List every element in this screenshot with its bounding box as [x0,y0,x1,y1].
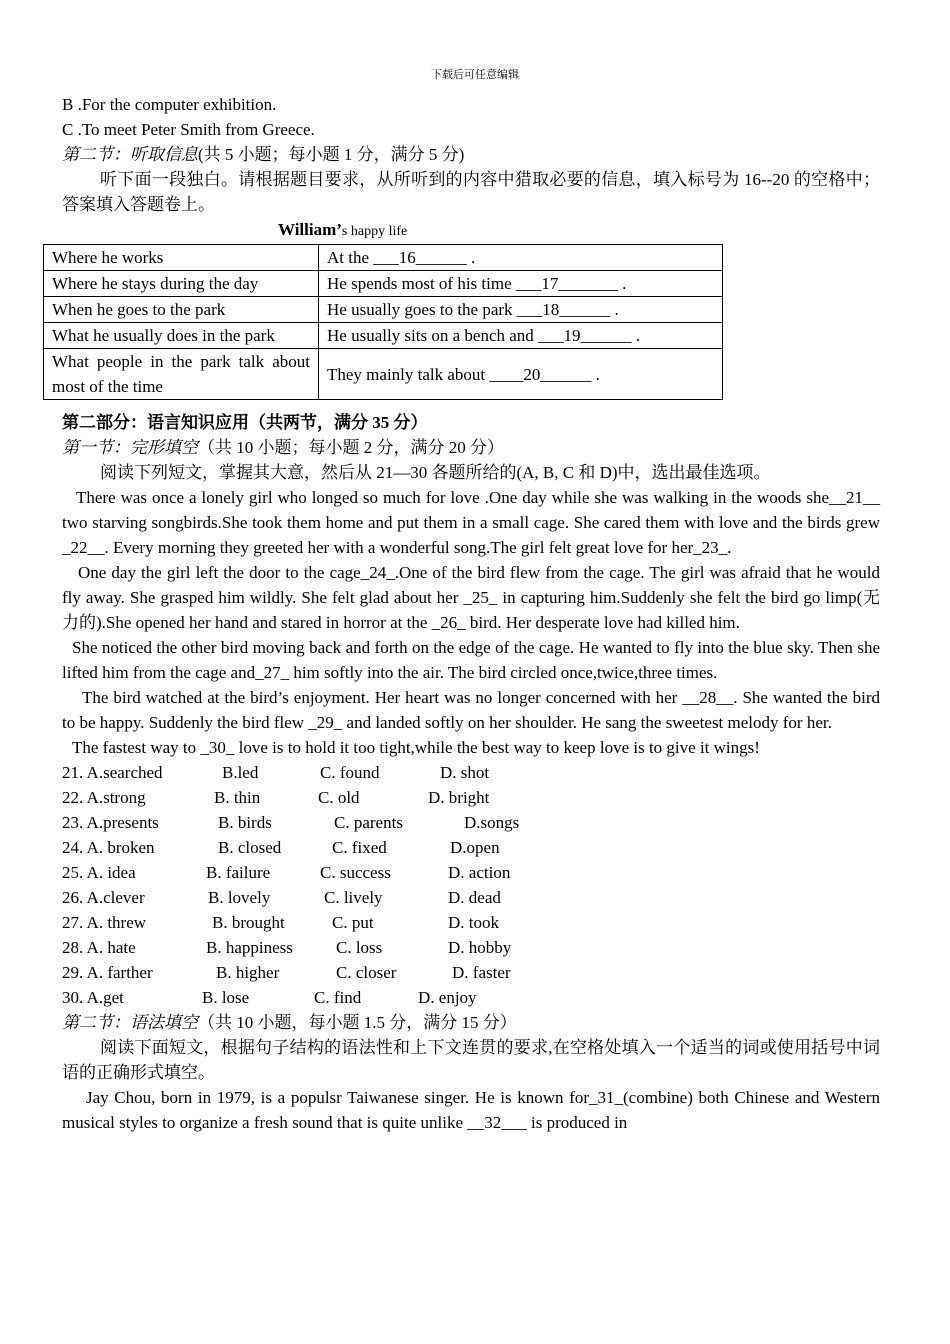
cloze-paragraph: She noticed the other bird moving back and forth on the edge of the cage. He wanted to fly into the blue sky. Then she lifted him from the cage and_27_ him softly into the air. The bird circled once,twice,three times. [62,638,880,682]
option-c: C. fixed [332,838,387,857]
table-cell-answer: He usually goes to the park ___18______ . [319,297,723,323]
option-d: D. action [448,863,511,882]
table-cell-answer: They mainly talk about ____20______ . [319,349,723,400]
list-item [62,835,880,860]
option-b: B. thin [214,788,261,807]
option-a: 29. A. farther [62,963,153,982]
option-a: 30. A.get [62,988,124,1007]
table-cell-question: What he usually does in the park [44,323,319,349]
table-row [44,349,723,400]
list-item [62,760,880,785]
table-cell-answer: At the ___16______ . [319,245,723,271]
option-c: C. lively [324,888,383,907]
table-cell-answer: He usually sits on a bench and ___19______ . [319,323,723,349]
table-row [44,323,723,349]
section2-heading [62,142,880,167]
option-c: C. old [318,788,360,807]
option-a: 27. A. threw [62,913,147,932]
table-row [44,245,723,271]
option-a: 21. A.searched [62,763,163,782]
option-d: D. shot [440,763,490,782]
table-title [62,217,880,244]
option-d: D. took [448,913,499,932]
cloze-paragraph: One day the girl left the door to the cage_24_.One of the bird flew from the cage. The girl was afraid that he would fly away. She grasped him wildly. She felt glad about her _25_ in capturing him.Suddenly she felt the bird go limp(无力的).She opened her hand and stared in horror at the _26_ bird. Her desperate love had killed him. [62,563,880,632]
list-item [62,885,880,910]
option-line-b: B .For the computer exhibition. [62,95,277,114]
list-item [62,935,880,960]
option-c: C. find [314,988,362,1007]
option-c: C. loss [336,938,383,957]
option-a: 26. A.clever [62,888,145,907]
option-b: B. failure [206,863,271,882]
table-cell-question: What people in the park talk about most of the time [44,349,319,400]
table-title-rest: s happy life [341,224,408,239]
section2-instruction: 听下面一段独白。请根据题目要求，从所听到的内容中猎取必要的信息，填入标号为 16--20 的空格中；答案填入答题卷上。 [62,170,880,214]
page-header: 下载后可任意编辑 [431,68,519,81]
option-b: B. higher [216,963,280,982]
cloze-paragraph: The bird watched at the bird’s enjoyment. Her heart was no longer concerned with her __28__. She wanted the bird to be happy. Suddenly the bird flew _29_ and landed softly on her shoulder. He sang the sweetest melody for her. [62,688,880,732]
option-b: B.led [222,763,259,782]
options-list [62,760,880,1010]
cloze-instruction: 阅读下列短文，掌握其大意，然后从 21—30 各题所给的(A, B, C 和 D)中，选出最佳选项。 [100,463,771,482]
option-line-c: C .To meet Peter Smith from Greece. [62,120,315,139]
option-b: B. lose [202,988,250,1007]
cloze-paragraph: The fastest way to _30_ love is to hold it too tight,while the best way to keep love is to give it wings! [72,738,760,757]
table-row [44,271,723,297]
cloze-paragraph: There was once a lonely girl who longed so much for love .One day while she was walking in the woods she__21__ two starving songbirds.She took them home and put them in a small cage. She cared them with love and the birds grew _22__. Every morning they greeted her with a wonderful song.The girl felt great love for her_23_. [62,488,880,557]
option-d: D. enjoy [418,988,477,1007]
option-a: 25. A. idea [62,863,136,882]
option-d: D. dead [448,888,501,907]
list-item [62,785,880,810]
document-body [52,92,880,1135]
option-d: D. bright [428,788,490,807]
grammar-title-tail: （共 10 小题，每小题 1.5 分，满分 15 分） [198,1013,517,1032]
option-b: B. brought [212,913,285,932]
option-a: 28. A. hate [62,938,136,957]
option-c: C. parents [334,813,403,832]
option-c: C. found [320,763,380,782]
cloze-title-tail: （共 10 小题；每小题 2 分，满分 20 分） [198,438,504,457]
list-item [62,985,880,1010]
option-c: C. closer [336,963,397,982]
option-b: B. birds [218,813,272,832]
option-c: C. success [320,863,391,882]
table-title-bold: William’ [278,220,342,239]
table-cell-answer: He spends most of his time ___17_______ . [319,271,723,297]
section2-title-tail: (共 5 小题；每小题 1 分，满分 5 分) [198,145,465,164]
option-d: D.songs [464,813,520,832]
table-cell-question: When he goes to the park [44,297,319,323]
cloze-heading [62,435,880,460]
option-a: 22. A.strong [62,788,146,807]
option-b: B. lovely [208,888,271,907]
cloze-title: 第一节：完形填空 [62,438,198,457]
option-c: C. put [332,913,374,932]
option-d: D.open [450,838,500,857]
option-a: 24. A. broken [62,838,155,857]
part2-title: 第二部分：语言知识应用（共两节，满分 35 分） [62,413,428,432]
option-a: 23. A.presents [62,813,159,832]
grammar-instruction: 阅读下面短文，根据句子结构的语法性和上下文连贯的要求,在空格处填入一个适当的词或使用括号中词语的正确形式填空。 [62,1038,880,1082]
list-item [62,860,880,885]
table-row [44,297,723,323]
list-item [62,810,880,835]
info-table [43,244,723,400]
list-item [62,910,880,935]
spacer [62,400,880,410]
grammar-paragraph: Jay Chou, born in 1979, is a populsr Taiwanese singer. He is known for_31_(combine) both Chinese and Western musical styles to organize a fresh sound that is quite unlike __32___ is produced in [62,1088,880,1132]
option-d: D. faster [452,963,511,982]
table-cell-question: Where he works [44,245,319,271]
option-b: B. closed [218,838,282,857]
grammar-title: 第二节：语法填空 [62,1013,198,1032]
section2-title: 第二节：听取信息 [62,145,198,164]
table-cell-question: Where he stays during the day [44,271,319,297]
grammar-heading [62,1010,880,1035]
list-item [62,960,880,985]
option-b: B. happiness [206,938,293,957]
option-d: D. hobby [448,938,512,957]
